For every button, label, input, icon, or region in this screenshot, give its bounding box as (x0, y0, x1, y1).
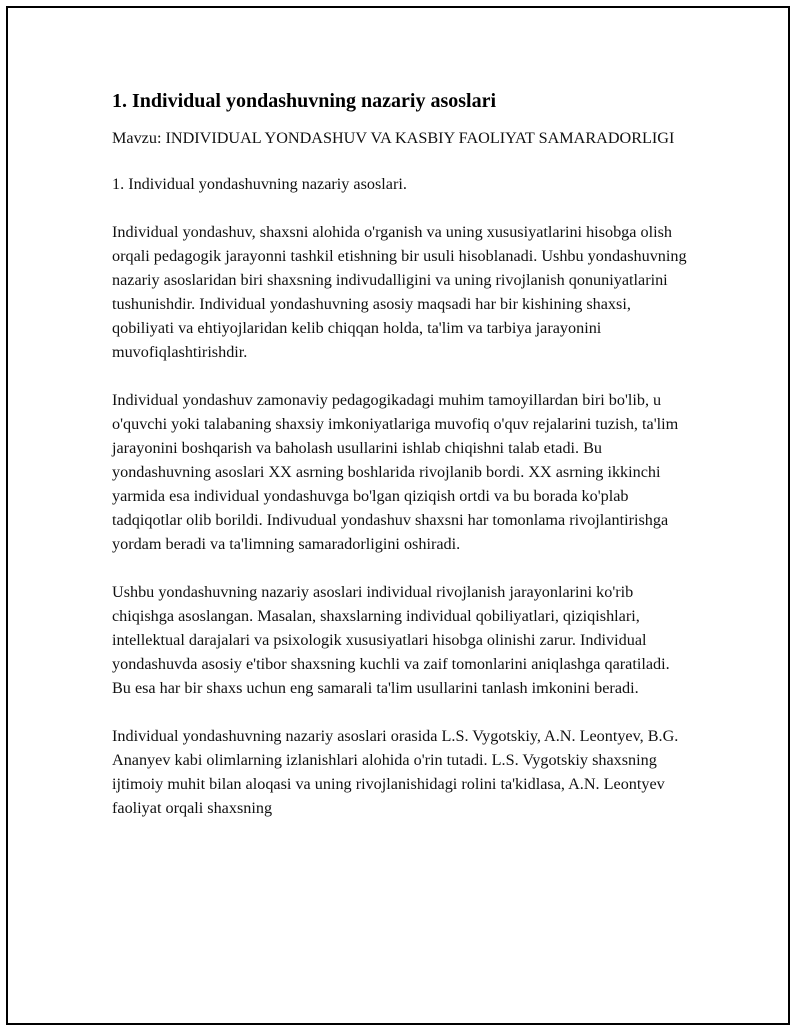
body-paragraph: Individual yondashuv, shaxsni alohida o'rganish va uning xususiyatlarini hisobga olish orqali pedagogik jarayonni tashkil etishning bir usuli hisoblanadi. Ushbu yondashuvning nazariy asoslaridan biri shaxsning indivudalligini va uning rivojlanish qonuniyatlarini tushunishdir. Individual yondashuvning asosiy maqsadi har bir kishining shaxsi, qobiliyati va ehtiyojlaridan kelib chiqqan holda, ta'lim va tarbiya jarayonini muvofiqlashtirishdir. (112, 223, 687, 361)
body-paragraph: Individual yondashuvning nazariy asoslari orasida L.S. Vygotskiy, A.N. Leontyev, B.G. Ananyev kabi olimlarning izlanishlari alohida o'rin tutadi. L.S. Vygotskiy shaxsning ijtimoiy muhit bilan aloqasi va uning rivojlanishidagi rolini ta'kidlasa, A.N. Leontyev faoliyat orqali shaxsning (112, 727, 679, 817)
body-paragraph: Individual yondashuv zamonaviy pedagogikadagi muhim tamoyillardan biri bo'lib, u o'quvchi yoki talabaning shaxsiy imkoniyatlariga muvofiq o'quv rejalarini tuzish, ta'lim jarayonini boshqarish va baholash usullarini ishlab chiqishni talab etadi. Bu yondashuvning asoslari XX asrning boshlarida rivojlanib bordi. XX asrning ikkinchi yarmida esa individual yondashuvga bo'lgan qiziqish ortdi va bu borada ko'plab tadqiqotlar olib borildi. Indivudual yondashuv shaxsni har tomonlama rivojlantirishga yordam beradi va ta'limning samaradorligini oshiradi. (112, 391, 679, 553)
body-paragraph: Ushbu yondashuvning nazariy asoslari individual rivojlanish jarayonlarini ko'rib chiqishga asoslangan. Masalan, shaxslarning individual qobiliyatlari, qiziqishlari, intellektual darajalari va psixologik xususiyatlari hisobga olinishi zarur. Individual yondashuvda asosiy e'tibor shaxsning kuchli va zaif tomonlarini aniqlashga qaratiladi. Bu esa har bir shaxs uchun eng samarali ta'lim usullarini tanlash imkonini beradi. (112, 583, 670, 697)
document-body (112, 88, 692, 844)
section-title-paragraph: 1. Individual yondashuvning nazariy asoslari. (112, 175, 407, 193)
document-subtitle: Mavzu: INDIVIDUAL YONDASHUV VA KASBIY FAOLIYAT SAMARADORLIGI (112, 129, 675, 147)
document-heading: 1. Individual yondashuvning nazariy asoslari (112, 90, 497, 112)
